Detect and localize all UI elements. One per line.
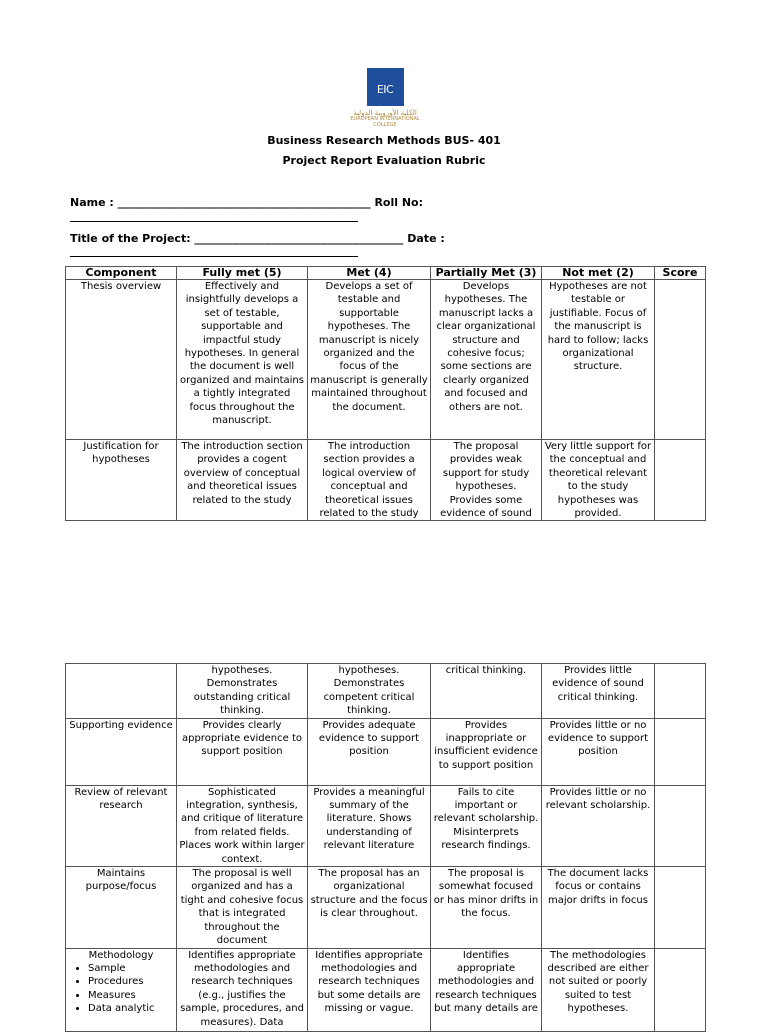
fully-met-cell: Sophisticated integration, synthesis, and critique of literature from related fields. Places work within larger context. [177, 785, 308, 866]
table-row [66, 664, 706, 719]
score-cell[interactable] [655, 948, 706, 1031]
list-item: • Data analytic [88, 1002, 174, 1015]
rubric-table-page2 [65, 663, 706, 1032]
title-underline [70, 256, 358, 257]
partially-met-cell: Provides inappropriate or insufficient evidence to support position [431, 718, 542, 785]
not-met-cell: Provides little evidence of sound critical thinking. [542, 664, 655, 719]
not-met-text: Very little support for the conceptual and theoretical relevant to the study hypotheses was provided. [544, 441, 652, 520]
table-row [66, 280, 706, 440]
fully-met-text: Identifies appropriate methodologies and research techniques (e.g., justifies the sample, procedures, and measures). Data [180, 949, 304, 1028]
fully-met-cell: Provides clearly appropriate evidence to support position [177, 718, 308, 785]
logo-mark: EIC [367, 68, 404, 106]
met-cell [308, 440, 431, 521]
partially-met-text: Identifies appropriate methodologies and research techniques but many details are [434, 949, 538, 1015]
fully-met-cell: The proposal is well organized and has a tight and cohesive focus that is integrated throughout the document [177, 867, 308, 948]
partially-met-cell [431, 440, 542, 521]
col-score: Score [655, 267, 706, 280]
fully-met-cell: hypotheses. Demonstrates outstanding critical thinking. [177, 664, 308, 719]
met-cell: Provides adequate evidence to support position [308, 718, 431, 785]
not-met-cell: The document lacks focus or contains major drifts in focus [542, 867, 655, 948]
component-cell: Review of relevant research [66, 785, 177, 866]
not-met-cell [542, 948, 655, 1031]
component-cell: Supporting evidence [66, 718, 177, 785]
name-rollno-line: Name : ______________________________________________ Roll No: [70, 196, 423, 209]
methodology-content [68, 949, 174, 1031]
list-item: • Measures [88, 989, 174, 1002]
partially-met-cell: critical thinking. [431, 664, 542, 719]
component-cell [66, 664, 177, 719]
partially-met-cell: Develops hypotheses. The manuscript lacks a clear organizational structure and cohesive focus; some sections are clearly organized and focused and others are not. [431, 280, 542, 440]
component-cell: Thesis overview [66, 280, 177, 440]
college-logo [341, 68, 429, 128]
rubric-table-page1 [65, 266, 706, 521]
component-cell: Maintains purpose/focus [66, 867, 177, 948]
col-fully-met: Fully met (5) [177, 267, 308, 280]
met-cell: The proposal has an organizational structure and the focus is clear throughout. [308, 867, 431, 948]
rubric-header-row [66, 267, 706, 280]
fully-met-cell [177, 440, 308, 521]
fully-met-text: The introduction section provides a cogent overview of conceptual and theoretical issues related to the study [181, 441, 303, 506]
score-cell[interactable] [655, 718, 706, 785]
logo-english-text: EUROPEAN INTERNATIONAL COLLEGE [350, 116, 420, 128]
table-row [66, 785, 706, 866]
met-text: Identifies appropriate methodologies and research techniques but some details are missing or vague. [315, 949, 423, 1015]
partially-met-cell: Fails to cite important or relevant scholarship. Misinterprets research findings. [431, 785, 542, 866]
partially-met-text: The proposal provides weak support for study hypotheses. Provides some evidence of sound [440, 441, 532, 520]
score-cell[interactable] [655, 440, 706, 521]
met-cell: hypotheses. Demonstrates competent critical thinking. [308, 664, 431, 719]
met-cell [308, 948, 431, 1031]
name-underline [70, 221, 358, 222]
col-met: Met (4) [308, 267, 431, 280]
table-row [66, 440, 706, 521]
fully-met-cell [177, 948, 308, 1031]
met-cell: Provides a meaningful summary of the literature. Shows understanding of relevant literature [308, 785, 431, 866]
project-title-date-line: Title of the Project: ______________________________________ Date : [70, 232, 445, 245]
col-partially-met: Partially Met (3) [431, 267, 542, 280]
component-text: Methodology [88, 949, 154, 961]
not-met-cell: Provides little or no evidence to support position [542, 718, 655, 785]
fully-met-cell: Effectively and insightfully develops a set of testable, supportable and impactful study hypotheses. In general the document is well organized and maintains a tightly integrated focus throughout the manuscript. [177, 280, 308, 440]
met-cell: Develops a set of testable and supportable hypotheses. The manuscript is nicely organized and the focus of the manuscript is generally maintained throughout the document. [308, 280, 431, 440]
component-text: Justification for hypotheses [83, 441, 159, 466]
course-title: Business Research Methods BUS- 401 [267, 134, 501, 147]
list-item: • Sample [88, 962, 174, 975]
table-row [66, 948, 706, 1031]
partially-met-cell: The proposal is somewhat focused or has minor drifts in the focus. [431, 867, 542, 948]
score-cell[interactable] [655, 664, 706, 719]
partially-met-cell [431, 948, 542, 1031]
table-row [66, 867, 706, 948]
list-item: • Procedures [88, 975, 174, 988]
col-component: Component [66, 267, 177, 280]
document-title: Project Report Evaluation Rubric [282, 154, 486, 167]
not-met-cell: Hypotheses are not testable or justifiable. Focus of the manuscript is hard to follow; lacks organizational structure. [542, 280, 655, 440]
logo-wordmark [341, 110, 429, 128]
methodology-bullets [68, 962, 174, 1016]
score-cell[interactable] [655, 785, 706, 866]
table-row [66, 718, 706, 785]
not-met-cell [542, 440, 655, 521]
met-text: The introduction section provides a logical overview of conceptual and theoretical issues related to the study [319, 441, 419, 520]
not-met-text: The methodologies described are either not suited or poorly suited to test hypotheses. [547, 949, 649, 1015]
logo-arabic-text: الكلية الأوروبية الدولية [353, 109, 417, 117]
col-not-met: Not met (2) [542, 267, 655, 280]
not-met-cell: Provides little or no relevant scholarship. [542, 785, 655, 866]
score-cell[interactable] [655, 867, 706, 948]
score-cell[interactable] [655, 280, 706, 440]
component-cell [66, 440, 177, 521]
component-cell [66, 948, 177, 1031]
